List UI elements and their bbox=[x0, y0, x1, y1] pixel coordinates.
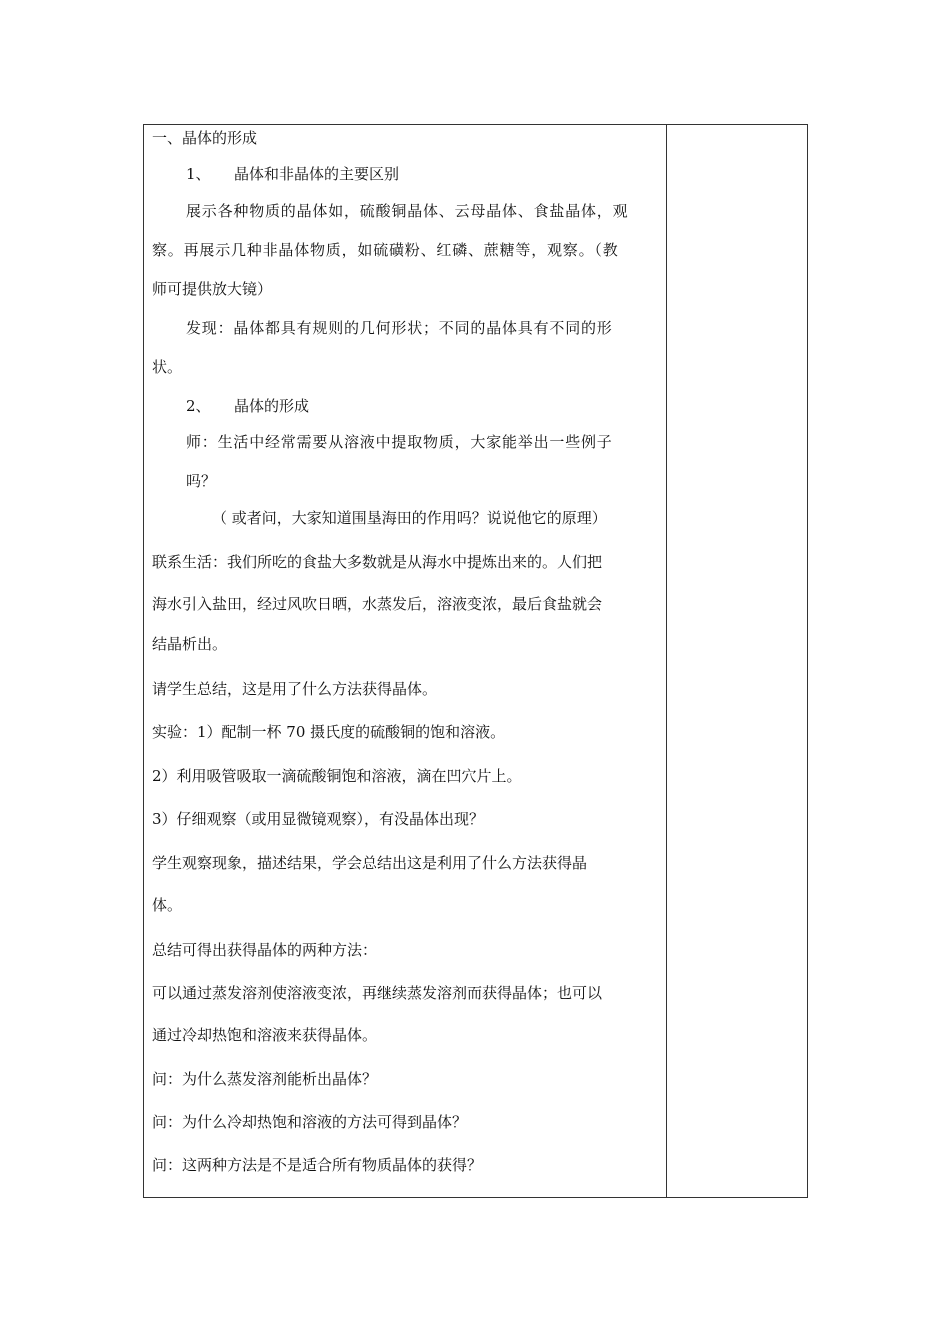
paragraph-line: 通过冷却热饱和溶液来获得晶体。 bbox=[152, 1026, 378, 1044]
section-heading: 一、晶体的形成 bbox=[152, 129, 258, 147]
paragraph-line: 状。 bbox=[152, 358, 183, 376]
paragraph-line: 3）仔细观察（或用显微镜观察），有没晶体出现？ bbox=[152, 810, 485, 828]
paragraph-line: 海水引入盐田，经过风吹日晒，水蒸发后，溶液变浓，最后食盐就会 bbox=[152, 595, 603, 613]
paragraph-line: 结晶析出。 bbox=[152, 635, 228, 653]
paragraph-line: 可以通过蒸发溶剂使溶液变浓，再继续蒸发溶剂而获得晶体；也可以 bbox=[152, 984, 603, 1002]
paragraph-line: 请学生总结，这是用了什么方法获得晶体。 bbox=[152, 680, 438, 698]
paragraph-line: 学生观察现象，描述结果，学会总结出这是利用了什么方法获得晶 bbox=[152, 854, 588, 872]
paragraph-line: 总结可得出获得晶体的两种方法： bbox=[152, 941, 378, 959]
paragraph-line: 实验：1）配制一杯 70 摄氏度的硫酸铜的饱和溶液。 bbox=[152, 723, 506, 741]
subheading-2 bbox=[186, 396, 309, 416]
question-line: 问：为什么冷却热饱和溶液的方法可得到晶体？ bbox=[152, 1113, 468, 1131]
paragraph-line: 2）利用吸管吸取一滴硫酸铜饱和溶液，滴在凹穴片上。 bbox=[152, 767, 522, 785]
subheading-1 bbox=[186, 164, 399, 184]
paragraph-line: 察。再展示几种非晶体物质，如硫磺粉、红磷、蔗糖等，观察。（教 bbox=[152, 241, 619, 259]
subheading-1-title: 晶体和非晶体的主要区别 bbox=[234, 165, 400, 183]
column-divider bbox=[666, 125, 667, 1197]
question-line: 问：为什么蒸发溶剂能析出晶体？ bbox=[152, 1070, 378, 1088]
question-line: 问：这两种方法是不是适合所有物质晶体的获得？ bbox=[152, 1156, 483, 1174]
paragraph-line: （ 或者问，大家知道围垦海田的作用吗？说说他它的原理） bbox=[212, 509, 607, 527]
paragraph-line: 展示各种物质的晶体如，硫酸铜晶体、云母晶体、食盐晶体，观 bbox=[186, 202, 629, 220]
paragraph-line: 师可提供放大镜） bbox=[152, 280, 273, 298]
paragraph-line: 发现：晶体都具有规则的几何形状；不同的晶体具有不同的形 bbox=[186, 319, 613, 337]
subheading-2-title: 晶体的形成 bbox=[234, 397, 310, 415]
paragraph-line: 体。 bbox=[152, 896, 183, 914]
subheading-1-number: 1、 bbox=[186, 165, 211, 183]
paragraph-line: 师：生活中经常需要从溶液中提取物质，大家能举出一些例子 bbox=[186, 433, 613, 451]
paragraph-line: 联系生活：我们所吃的食盐大多数就是从海水中提炼出来的。人们把 bbox=[152, 553, 603, 571]
subheading-2-number: 2、 bbox=[186, 397, 211, 415]
paragraph-line: 吗？ bbox=[186, 472, 217, 490]
